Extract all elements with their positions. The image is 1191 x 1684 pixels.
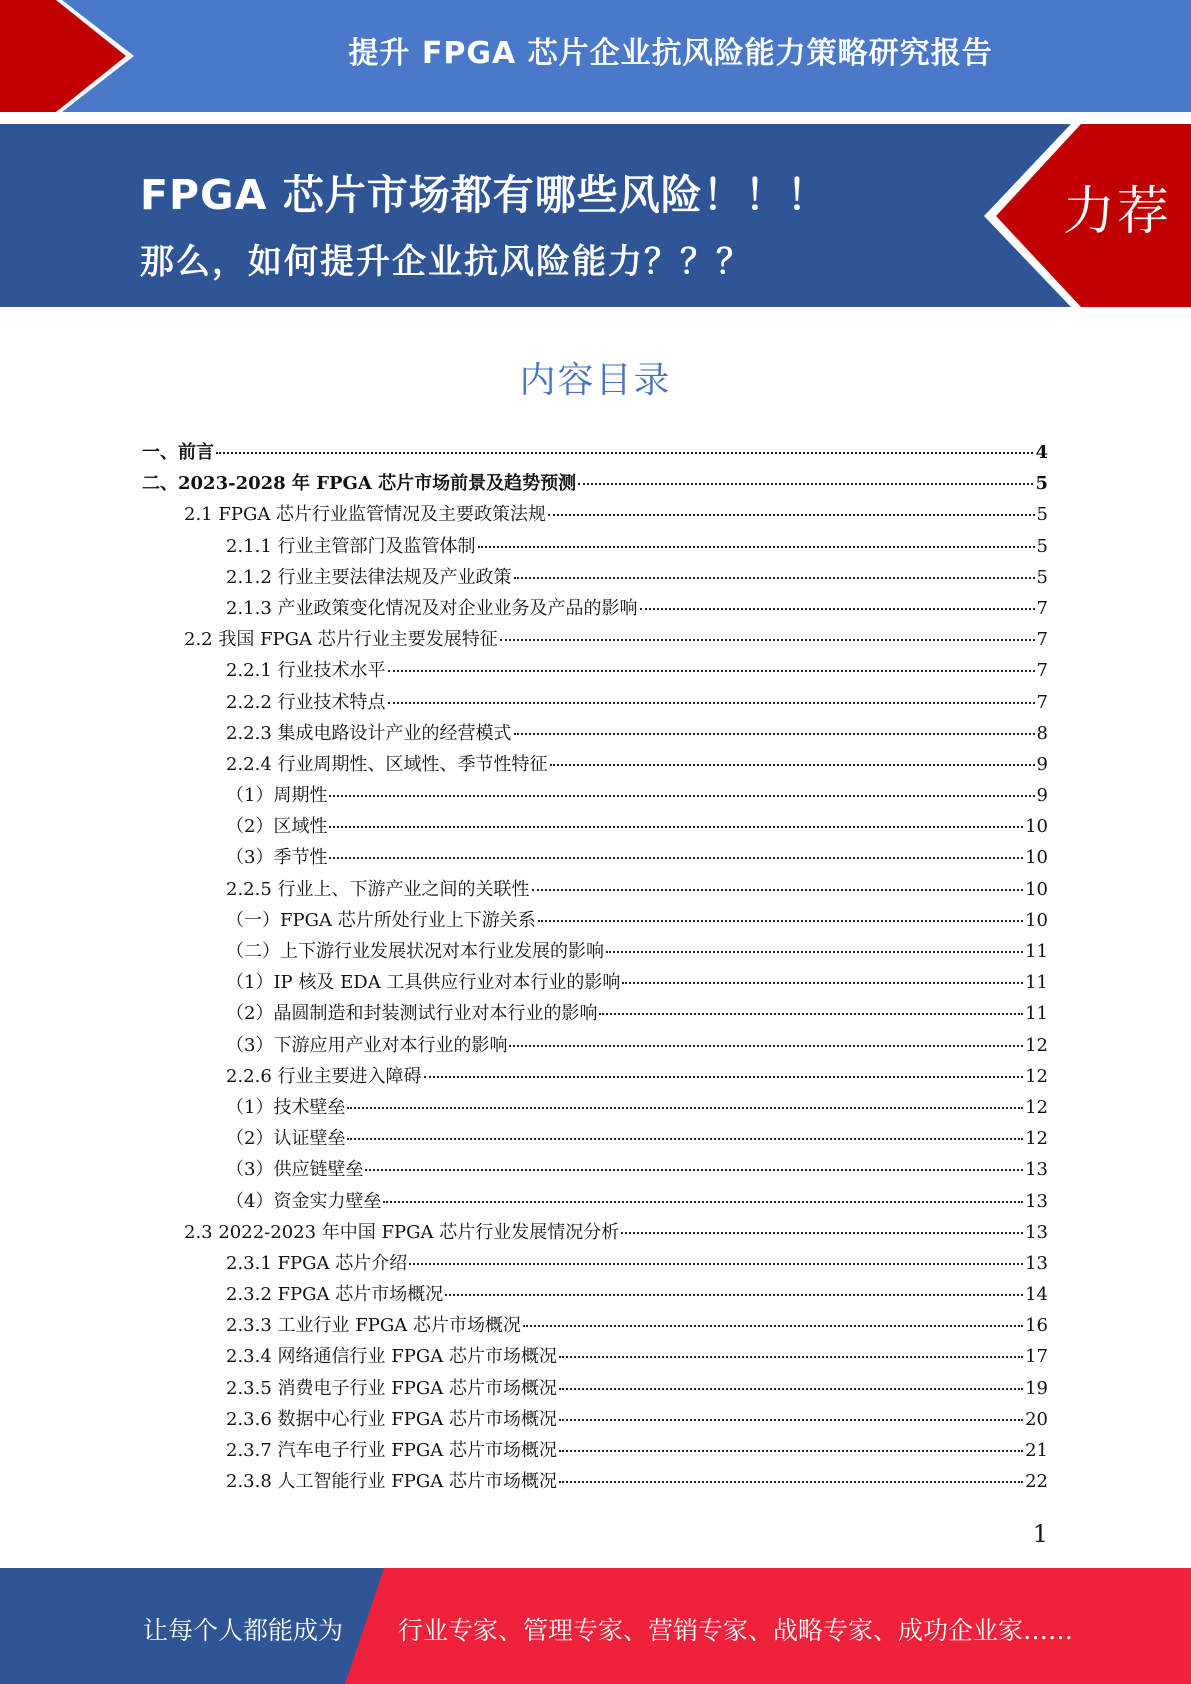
toc-entry-page: 13 (1025, 1159, 1048, 1181)
toc-dot-leader (559, 1481, 1023, 1483)
toc-entry[interactable] (142, 594, 1048, 625)
toc-entry-page: 5 (1036, 504, 1048, 526)
toc-entry-label: 2.3.4 网络通信行业 FPGA 芯片市场概况 (226, 1346, 557, 1368)
hero-subheadline: 那么，如何提升企业抗风险能力？？？ (140, 242, 752, 282)
toc-entry-page: 11 (1025, 972, 1048, 994)
toc-entry-label: （3）季节性 (226, 847, 328, 869)
toc-entry[interactable] (142, 719, 1048, 750)
toc-dot-leader (550, 764, 1035, 766)
toc-entry[interactable] (142, 812, 1048, 843)
toc-dot-leader (559, 1419, 1023, 1421)
toc-entry-label: 一、前言 (142, 442, 214, 463)
toc-dot-leader (523, 1325, 1023, 1327)
toc-entry-page: 10 (1025, 909, 1048, 931)
toc-dot-leader (388, 702, 1035, 704)
toc-entry[interactable] (142, 688, 1048, 719)
toc-entry-label: 2.3.6 数据中心行业 FPGA 芯片市场概况 (226, 1408, 557, 1430)
toc-entry-label: 2.2.4 行业周期性、区域性、季节性特征 (226, 753, 548, 775)
toc-dot-leader (409, 1263, 1023, 1265)
toc-entry-label: 二、2023-2028 年 FPGA 芯片市场前景及趋势预测 (142, 473, 577, 495)
toc-dot-leader (559, 1388, 1023, 1390)
toc-entry-label: （2）晶圆制造和封装测试行业对本行业的影响 (226, 1003, 598, 1025)
toc-entry-label: （二）上下游行业发展状况对本行业发展的影响 (226, 941, 604, 962)
toc-entry-page: 12 (1025, 1096, 1048, 1118)
toc-entry[interactable] (142, 625, 1048, 656)
footer-slogan-right: 行业专家、管理专家、营销专家、战略专家、成功企业家…… (398, 1616, 1074, 1645)
toc-entry-page: 7 (1036, 691, 1048, 713)
toc-entry[interactable] (142, 1124, 1048, 1155)
toc-dot-leader (383, 1201, 1023, 1203)
toc-dot-leader (329, 857, 1023, 859)
toc-dot-leader (622, 982, 1023, 984)
toc-entry-page: 5 (1036, 566, 1048, 588)
hero-banner (0, 124, 1191, 307)
toc-entry-page: 17 (1025, 1346, 1048, 1368)
toc-entry-label: 2.1.2 行业主要法律法规及产业政策 (226, 566, 512, 588)
toc-entry-label: （1）周期性 (226, 785, 328, 807)
toc-entry-page: 12 (1025, 1034, 1048, 1056)
red-chevron-decoration (0, 0, 150, 112)
toc-entry-label: 2.1 FPGA 芯片行业监管情况及主要政策法规 (184, 504, 547, 526)
toc-entry[interactable] (142, 750, 1048, 781)
toc-dot-leader (559, 1450, 1023, 1452)
toc-entry[interactable] (142, 968, 1048, 999)
toc-entry[interactable] (142, 532, 1048, 563)
toc-entry-label: 2.2.1 行业技术水平 (226, 660, 386, 682)
toc-dot-leader (514, 577, 1035, 579)
toc-entry[interactable] (142, 656, 1048, 687)
footer-slogan-left: 让每个人都能成为 (143, 1616, 344, 1645)
toc-entry-label: 2.2.3 集成电路设计产业的经营模式 (226, 722, 512, 744)
toc-entry[interactable] (142, 781, 1048, 812)
toc-dot-leader (329, 795, 1034, 797)
toc-entry-page: 9 (1036, 753, 1048, 775)
toc-entry-page: 8 (1036, 722, 1048, 744)
toc-dot-leader (559, 1356, 1023, 1358)
toc-entry-label: （2）区域性 (226, 816, 328, 838)
toc-entry-label: （3）供应链壁垒 (226, 1159, 364, 1181)
toc-entry[interactable] (142, 1031, 1048, 1062)
toc-entry-page: 19 (1025, 1377, 1048, 1399)
toc-entry-label: 2.2.5 行业上、下游产业之间的关联性 (226, 878, 530, 900)
toc-dot-leader (599, 1013, 1023, 1015)
toc-entry-page: 13 (1025, 1190, 1048, 1212)
toc-entry-page: 5 (1035, 473, 1048, 495)
toc-dot-leader (388, 670, 1035, 672)
toc-entry-page: 9 (1036, 785, 1048, 807)
toc-entry-label: （2）认证壁垒 (226, 1128, 346, 1150)
toc-entry-label: 2.3.5 消费电子行业 FPGA 芯片市场概况 (226, 1377, 557, 1399)
toc-dot-leader (424, 1076, 1024, 1078)
toc-dot-leader (347, 1138, 1023, 1140)
toc-dot-leader (478, 546, 1035, 548)
toc-dot-leader (532, 889, 1024, 891)
toc-entry[interactable] (142, 937, 1048, 968)
toc-entry-page: 21 (1025, 1440, 1048, 1461)
toc-entry-page: 7 (1036, 629, 1048, 651)
toc-dot-leader (445, 1294, 1023, 1296)
toc-dot-leader (606, 951, 1023, 953)
toc-dot-leader (548, 514, 1035, 516)
toc-entry[interactable] (142, 1311, 1048, 1342)
toc-entry-page: 5 (1036, 535, 1048, 557)
toc-dot-leader (538, 920, 1023, 922)
toc-entry[interactable] (142, 1187, 1048, 1218)
toc-entry-page: 11 (1025, 941, 1048, 962)
toc-entry-page: 7 (1036, 597, 1048, 619)
hero-headline: FPGA 芯片市场都有哪些风险！！！ (140, 171, 829, 219)
toc-entry[interactable] (142, 1436, 1048, 1467)
toc-entry-label: 2.3.8 人工智能行业 FPGA 芯片市场概况 (226, 1471, 557, 1493)
toc-entry[interactable] (142, 438, 1048, 469)
toc-entry[interactable] (142, 1093, 1048, 1124)
report-title: 提升 FPGA 芯片企业抗风险能力策略研究报告 (348, 36, 993, 71)
toc-entry-page: 10 (1025, 847, 1048, 869)
toc-dot-leader (329, 826, 1023, 828)
toc-entry-label: （3）下游应用产业对本行业的影响 (226, 1034, 508, 1056)
toc-entry-page: 10 (1025, 816, 1048, 838)
toc-entry-page: 14 (1025, 1284, 1048, 1306)
toc-entry[interactable] (142, 1374, 1048, 1405)
toc-entry[interactable] (142, 875, 1048, 906)
toc-entry-page: 10 (1025, 878, 1048, 900)
toc-dot-leader (500, 639, 1035, 641)
toc-title: 内容目录 (519, 360, 672, 401)
toc-entry-label: 2.1.1 行业主管部门及监管体制 (226, 535, 476, 557)
toc-entry-page: 20 (1025, 1408, 1048, 1430)
footer-banner (0, 1568, 1191, 1684)
toc-dot-leader (578, 483, 1033, 485)
toc-dot-leader (621, 1232, 1023, 1234)
toc-entry[interactable] (142, 1342, 1048, 1373)
toc-dot-leader (640, 608, 1035, 610)
toc-entry[interactable] (142, 1249, 1048, 1280)
toc-entry-label: 2.1.3 产业政策变化情况及对企业业务及产品的影响 (226, 597, 638, 619)
toc-entry-page: 12 (1025, 1065, 1048, 1087)
toc-entry-page: 11 (1025, 1003, 1048, 1025)
toc-entry[interactable] (142, 999, 1048, 1030)
toc-entry[interactable] (142, 1155, 1048, 1186)
toc-entry-label: （一）FPGA 芯片所处行业上下游关系 (226, 909, 536, 931)
toc-entry[interactable] (142, 843, 1048, 874)
toc-entry[interactable] (142, 1405, 1048, 1436)
toc-dot-leader (365, 1169, 1023, 1171)
toc-entry-label: 2.2.2 行业技术特点 (226, 691, 386, 713)
toc-entry[interactable] (142, 1218, 1048, 1249)
toc-entry-label: 2.3.7 汽车电子行业 FPGA 芯片市场概况 (226, 1440, 557, 1461)
toc-entry[interactable] (142, 469, 1048, 500)
toc-dot-leader (509, 1045, 1023, 1047)
toc-entry-label: 2.2.6 行业主要进入障碍 (226, 1065, 422, 1087)
toc-entry-page: 13 (1025, 1252, 1048, 1274)
toc-entry-label: 2.2 我国 FPGA 芯片行业主要发展特征 (184, 629, 498, 651)
toc-entry-page: 7 (1036, 660, 1048, 682)
toc-entry-label: （1）技术壁垒 (226, 1096, 346, 1118)
toc-entry[interactable] (142, 906, 1048, 937)
toc-entry-label: 2.3.2 FPGA 芯片市场概况 (226, 1284, 444, 1306)
toc-entry-label: （1）IP 核及 EDA 工具供应行业对本行业的影响 (226, 972, 621, 994)
toc-dot-leader (347, 1107, 1023, 1109)
toc-entry[interactable] (142, 1062, 1048, 1093)
toc-entry-page: 4 (1035, 442, 1048, 463)
toc-entry[interactable] (142, 563, 1048, 594)
toc-entry-page: 22 (1025, 1471, 1048, 1493)
toc-entry-page: 12 (1025, 1128, 1048, 1150)
toc-entry-label: 2.3.1 FPGA 芯片介绍 (226, 1252, 408, 1274)
toc-entry[interactable] (142, 500, 1048, 531)
table-of-contents (142, 438, 1048, 1498)
toc-dot-leader (514, 733, 1035, 735)
toc-entry-page: 13 (1025, 1221, 1048, 1243)
toc-entry-label: 2.3 2022-2023 年中国 FPGA 芯片行业发展情况分析 (184, 1221, 620, 1243)
toc-entry[interactable] (142, 1280, 1048, 1311)
toc-entry-label: （4）资金实力壁垒 (226, 1190, 382, 1212)
toc-entry[interactable] (142, 1467, 1048, 1498)
toc-entry-page: 16 (1025, 1315, 1048, 1337)
page-number: 1 (1032, 1520, 1048, 1548)
toc-entry-label: 2.3.3 工业行业 FPGA 芯片市场概况 (226, 1315, 521, 1337)
top-banner (0, 0, 1191, 112)
recommend-badge-label: 力荐 (1062, 182, 1171, 242)
toc-dot-leader (216, 452, 1033, 454)
